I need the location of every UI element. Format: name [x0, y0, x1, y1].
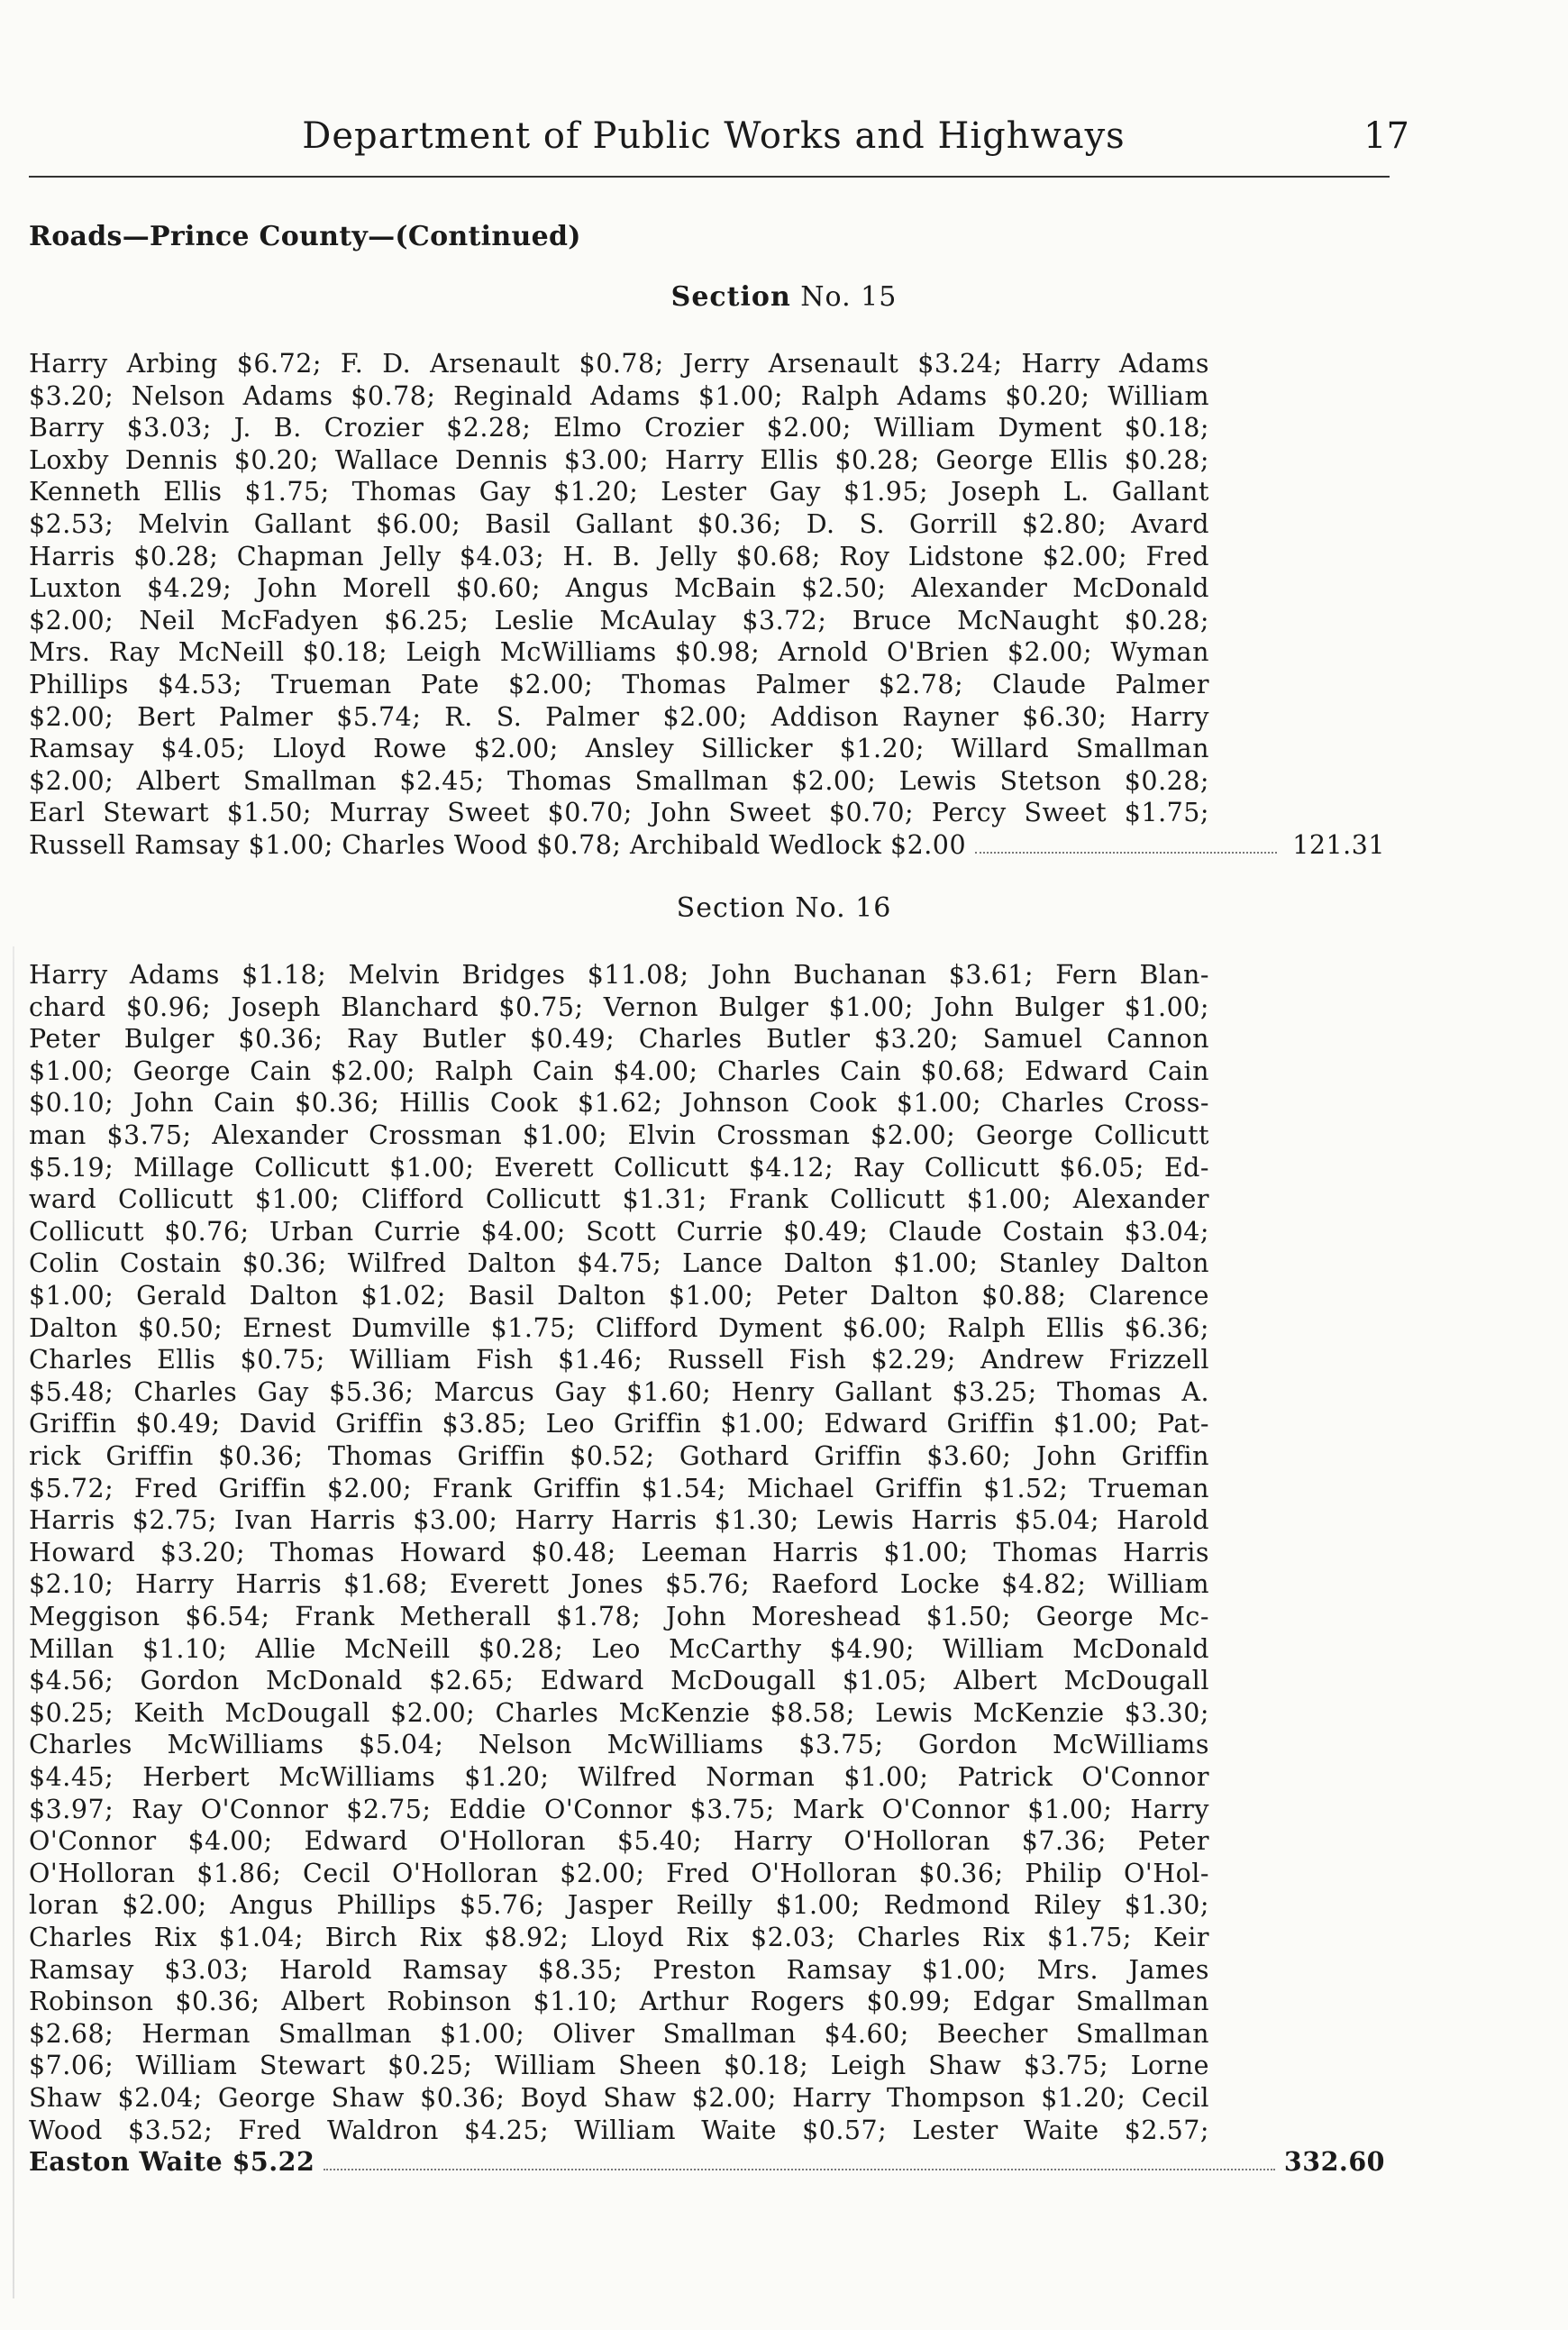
- text-line: Robinson $0.36; Albert Robinson $1.10; Arthur Rogers $0.99; Edgar Smallman: [29, 1987, 1209, 2017]
- text-line: $1.00; Gerald Dalton $1.02; Basil Dalton $1.00; Peter Dalton $0.88; Clarence: [29, 1281, 1209, 1311]
- text-line: $1.00; George Cain $2.00; Ralph Cain $4.00; Charles Cain $0.68; Edward Cain: [29, 1055, 1209, 1086]
- text-line: Mrs. Ray McNeill $0.18; Leigh McWilliams $0.98; Arnold O'Brien $2.00; Wyman: [29, 637, 1209, 668]
- text-line: Howard $3.20; Thomas Howard $0.48; Leeman Harris $1.00; Thomas Harris: [29, 1537, 1209, 1567]
- leader-dots: [975, 852, 1277, 854]
- text-line: $5.19; Millage Collicutt $1.00; Everett Collicutt $4.12; Ray Collicutt $6.05; Ed-: [29, 1152, 1209, 1183]
- text-line: Harris $0.28; Chapman Jelly $4.03; H. B. Jelly $0.68; Roy Lidstone $2.00; Fred: [29, 541, 1209, 571]
- text-line: $2.00; Albert Smallman $2.45; Thomas Smallman $2.00; Lewis Stetson $0.28;: [29, 765, 1209, 796]
- text-line: Wood $3.52; Fred Waldron $4.25; William Waite $0.57; Lester Waite $2.57;: [29, 2115, 1209, 2145]
- text-line: Collicutt $0.76; Urban Currie $4.00; Scott Currie $0.49; Claude Costain $3.04;: [29, 1216, 1209, 1247]
- section-title-16: [0, 892, 1568, 924]
- page-number: 17: [1363, 115, 1409, 157]
- section-16-total-row: [29, 2146, 1385, 2179]
- text-line: Peter Bulger $0.36; Ray Butler $0.49; Charles Butler $3.20; Samuel Cannon: [29, 1024, 1209, 1055]
- text-line: $3.97; Ray O'Connor $2.75; Eddie O'Connor $3.75; Mark O'Connor $1.00; Harry: [29, 1794, 1209, 1824]
- text-line: Dalton $0.50; Ernest Dumville $1.75; Clifford Dyment $6.00; Ralph Ellis $6.36;: [29, 1312, 1209, 1343]
- page-title: Department of Public Works and Highways: [302, 115, 1126, 157]
- margin-line: [13, 946, 14, 2298]
- text-line: Earl Stewart $1.50; Murray Sweet $0.70; John Sweet $0.70; Percy Sweet $1.75;: [29, 798, 1209, 828]
- text-line: Shaw $2.04; George Shaw $0.36; Boyd Shaw $2.00; Harry Thompson $1.20; Cecil: [29, 2083, 1209, 2113]
- text-line: Colin Costain $0.36; Wilfred Dalton $4.75; Lance Dalton $1.00; Stanley Dalton: [29, 1248, 1209, 1279]
- text-line: Loxby Dennis $0.20; Wallace Dennis $3.00; Harry Ellis $0.28; George Ellis $0.28;: [29, 444, 1209, 475]
- text-line: Millan $1.10; Allie McNeill $0.28; Leo McCarthy $4.90; William McDonald: [29, 1633, 1209, 1664]
- text-line: chard $0.96; Joseph Blanchard $0.75; Vernon Bulger $1.00; John Bulger $1.00;: [29, 991, 1209, 1022]
- text-line: $5.72; Fred Griffin $2.00; Frank Griffin $1.54; Michael Griffin $1.52; Trueman: [29, 1473, 1209, 1503]
- text-line: rick Griffin $0.36; Thomas Griffin $0.52; Gothard Griffin $3.60; John Griffin: [29, 1441, 1209, 1471]
- text-line: $2.00; Neil McFadyen $6.25; Leslie McAulay $3.72; Bruce McNaught $0.28;: [29, 605, 1209, 635]
- text-line: Harris $2.75; Ivan Harris $3.00; Harry Harris $1.30; Lewis Harris $5.04; Harold: [29, 1505, 1209, 1536]
- section-16-total: 332.60: [1283, 2146, 1385, 2178]
- section-title-prefix: Section: [670, 281, 791, 313]
- section-15-total: 121.31: [1292, 830, 1385, 860]
- text-line: $7.06; William Stewart $0.25; William Sheen $0.18; Leigh Shaw $3.75; Lorne: [29, 2051, 1209, 2081]
- text-line: Harry Adams $1.18; Melvin Bridges $11.08; John Buchanan $3.61; Fern Blan-: [29, 960, 1209, 990]
- leader-dots: [324, 2169, 1275, 2170]
- section-15-total-row: [29, 829, 1385, 862]
- section-title-number: No. 16: [795, 892, 892, 924]
- text-line: Ramsay $3.03; Harold Ramsay $8.35; Preston Ramsay $1.00; Mrs. James: [29, 1954, 1209, 1985]
- text-line: Phillips $4.53; Trueman Pate $2.00; Thomas Palmer $2.78; Claude Palmer: [29, 670, 1209, 699]
- text-line: Luxton $4.29; John Morell $0.60; Angus McBain $2.50; Alexander McDonald: [29, 573, 1209, 604]
- text-line: Charles Ellis $0.75; William Fish $1.46; Russell Fish $2.29; Andrew Frizzell: [29, 1345, 1209, 1375]
- text-line: $5.48; Charles Gay $5.36; Marcus Gay $1.60; Henry Gallant $3.25; Thomas A.: [29, 1376, 1209, 1407]
- text-line: $4.45; Herbert McWilliams $1.20; Wilfred Norman $1.00; Patrick O'Connor: [29, 1762, 1209, 1792]
- text-line: Meggison $6.54; Frank Metherall $1.78; John Moreshead $1.50; George Mc-: [29, 1602, 1209, 1631]
- section-16-last-line: Easton Waite $5.22: [29, 2146, 315, 2178]
- text-line: O'Connor $4.00; Edward O'Holloran $5.40; Harry O'Holloran $7.36; Peter: [29, 1826, 1209, 1857]
- text-line: $2.00; Bert Palmer $5.74; R. S. Palmer $2.00; Addison Rayner $6.30; Harry: [29, 701, 1209, 732]
- text-line: ward Collicutt $1.00; Clifford Collicutt $1.31; Frank Collicutt $1.00; Alexander: [29, 1184, 1209, 1215]
- text-line: Barry $3.03; J. B. Crozier $2.28; Elmo Crozier $2.00; William Dyment $0.18;: [29, 413, 1209, 443]
- text-line: $0.25; Keith McDougall $2.00; Charles McKenzie $8.58; Lewis McKenzie $3.30;: [29, 1697, 1209, 1728]
- section-15-last-line: Russell Ramsay $1.00; Charles Wood $0.78; Archibald Wedlock $2.00: [29, 830, 967, 860]
- text-line: O'Holloran $1.86; Cecil O'Holloran $2.00; Fred O'Holloran $0.36; Philip O'Hol-: [29, 1858, 1209, 1888]
- text-line: $0.10; John Cain $0.36; Hillis Cook $1.62; Johnson Cook $1.00; Charles Cross-: [29, 1088, 1209, 1119]
- text-line: $3.20; Nelson Adams $0.78; Reginald Adams $1.00; Ralph Adams $0.20; William: [29, 380, 1209, 411]
- section-title-prefix: Section: [676, 892, 786, 924]
- text-line: $2.68; Herman Smallman $1.00; Oliver Smallman $4.60; Beecher Smallman: [29, 2018, 1209, 2049]
- text-line: Charles McWilliams $5.04; Nelson McWilliams $3.75; Gordon McWilliams: [29, 1730, 1209, 1760]
- text-line: man $3.75; Alexander Crossman $1.00; Elvin Crossman $2.00; George Collicutt: [29, 1120, 1209, 1150]
- text-line: Ramsay $4.05; Lloyd Rowe $2.00; Ansley Sillicker $1.20; Willard Smallman: [29, 734, 1209, 764]
- text-line: Harry Arbing $6.72; F. D. Arsenault $0.78; Jerry Arsenault $3.24; Harry Adams: [29, 349, 1209, 379]
- text-line: $2.53; Melvin Gallant $6.00; Basil Gallant $0.36; D. S. Gorrill $2.80; Avard: [29, 509, 1209, 539]
- text-line: Kenneth Ellis $1.75; Thomas Gay $1.20; Lester Gay $1.95; Joseph L. Gallant: [29, 477, 1209, 507]
- header-divider: [29, 176, 1390, 178]
- section-title-number: No. 15: [800, 281, 898, 313]
- section-title-15: [0, 281, 1568, 313]
- text-line: Griffin $0.49; David Griffin $3.85; Leo Griffin $1.00; Edward Griffin $1.00; Pat-: [29, 1409, 1209, 1439]
- text-line: Charles Rix $1.04; Birch Rix $8.92; Lloyd Rix $2.03; Charles Rix $1.75; Keir: [29, 1923, 1209, 1952]
- text-line: loran $2.00; Angus Phillips $5.76; Jasper Reilly $1.00; Redmond Riley $1.30;: [29, 1890, 1209, 1921]
- text-line: $4.56; Gordon McDonald $2.65; Edward McDougall $1.05; Albert McDougall: [29, 1666, 1209, 1696]
- text-line: $2.10; Harry Harris $1.68; Everett Jones $5.76; Raeford Locke $4.82; William: [29, 1569, 1209, 1600]
- section-heading: Roads—Prince County—(Continued): [29, 221, 581, 252]
